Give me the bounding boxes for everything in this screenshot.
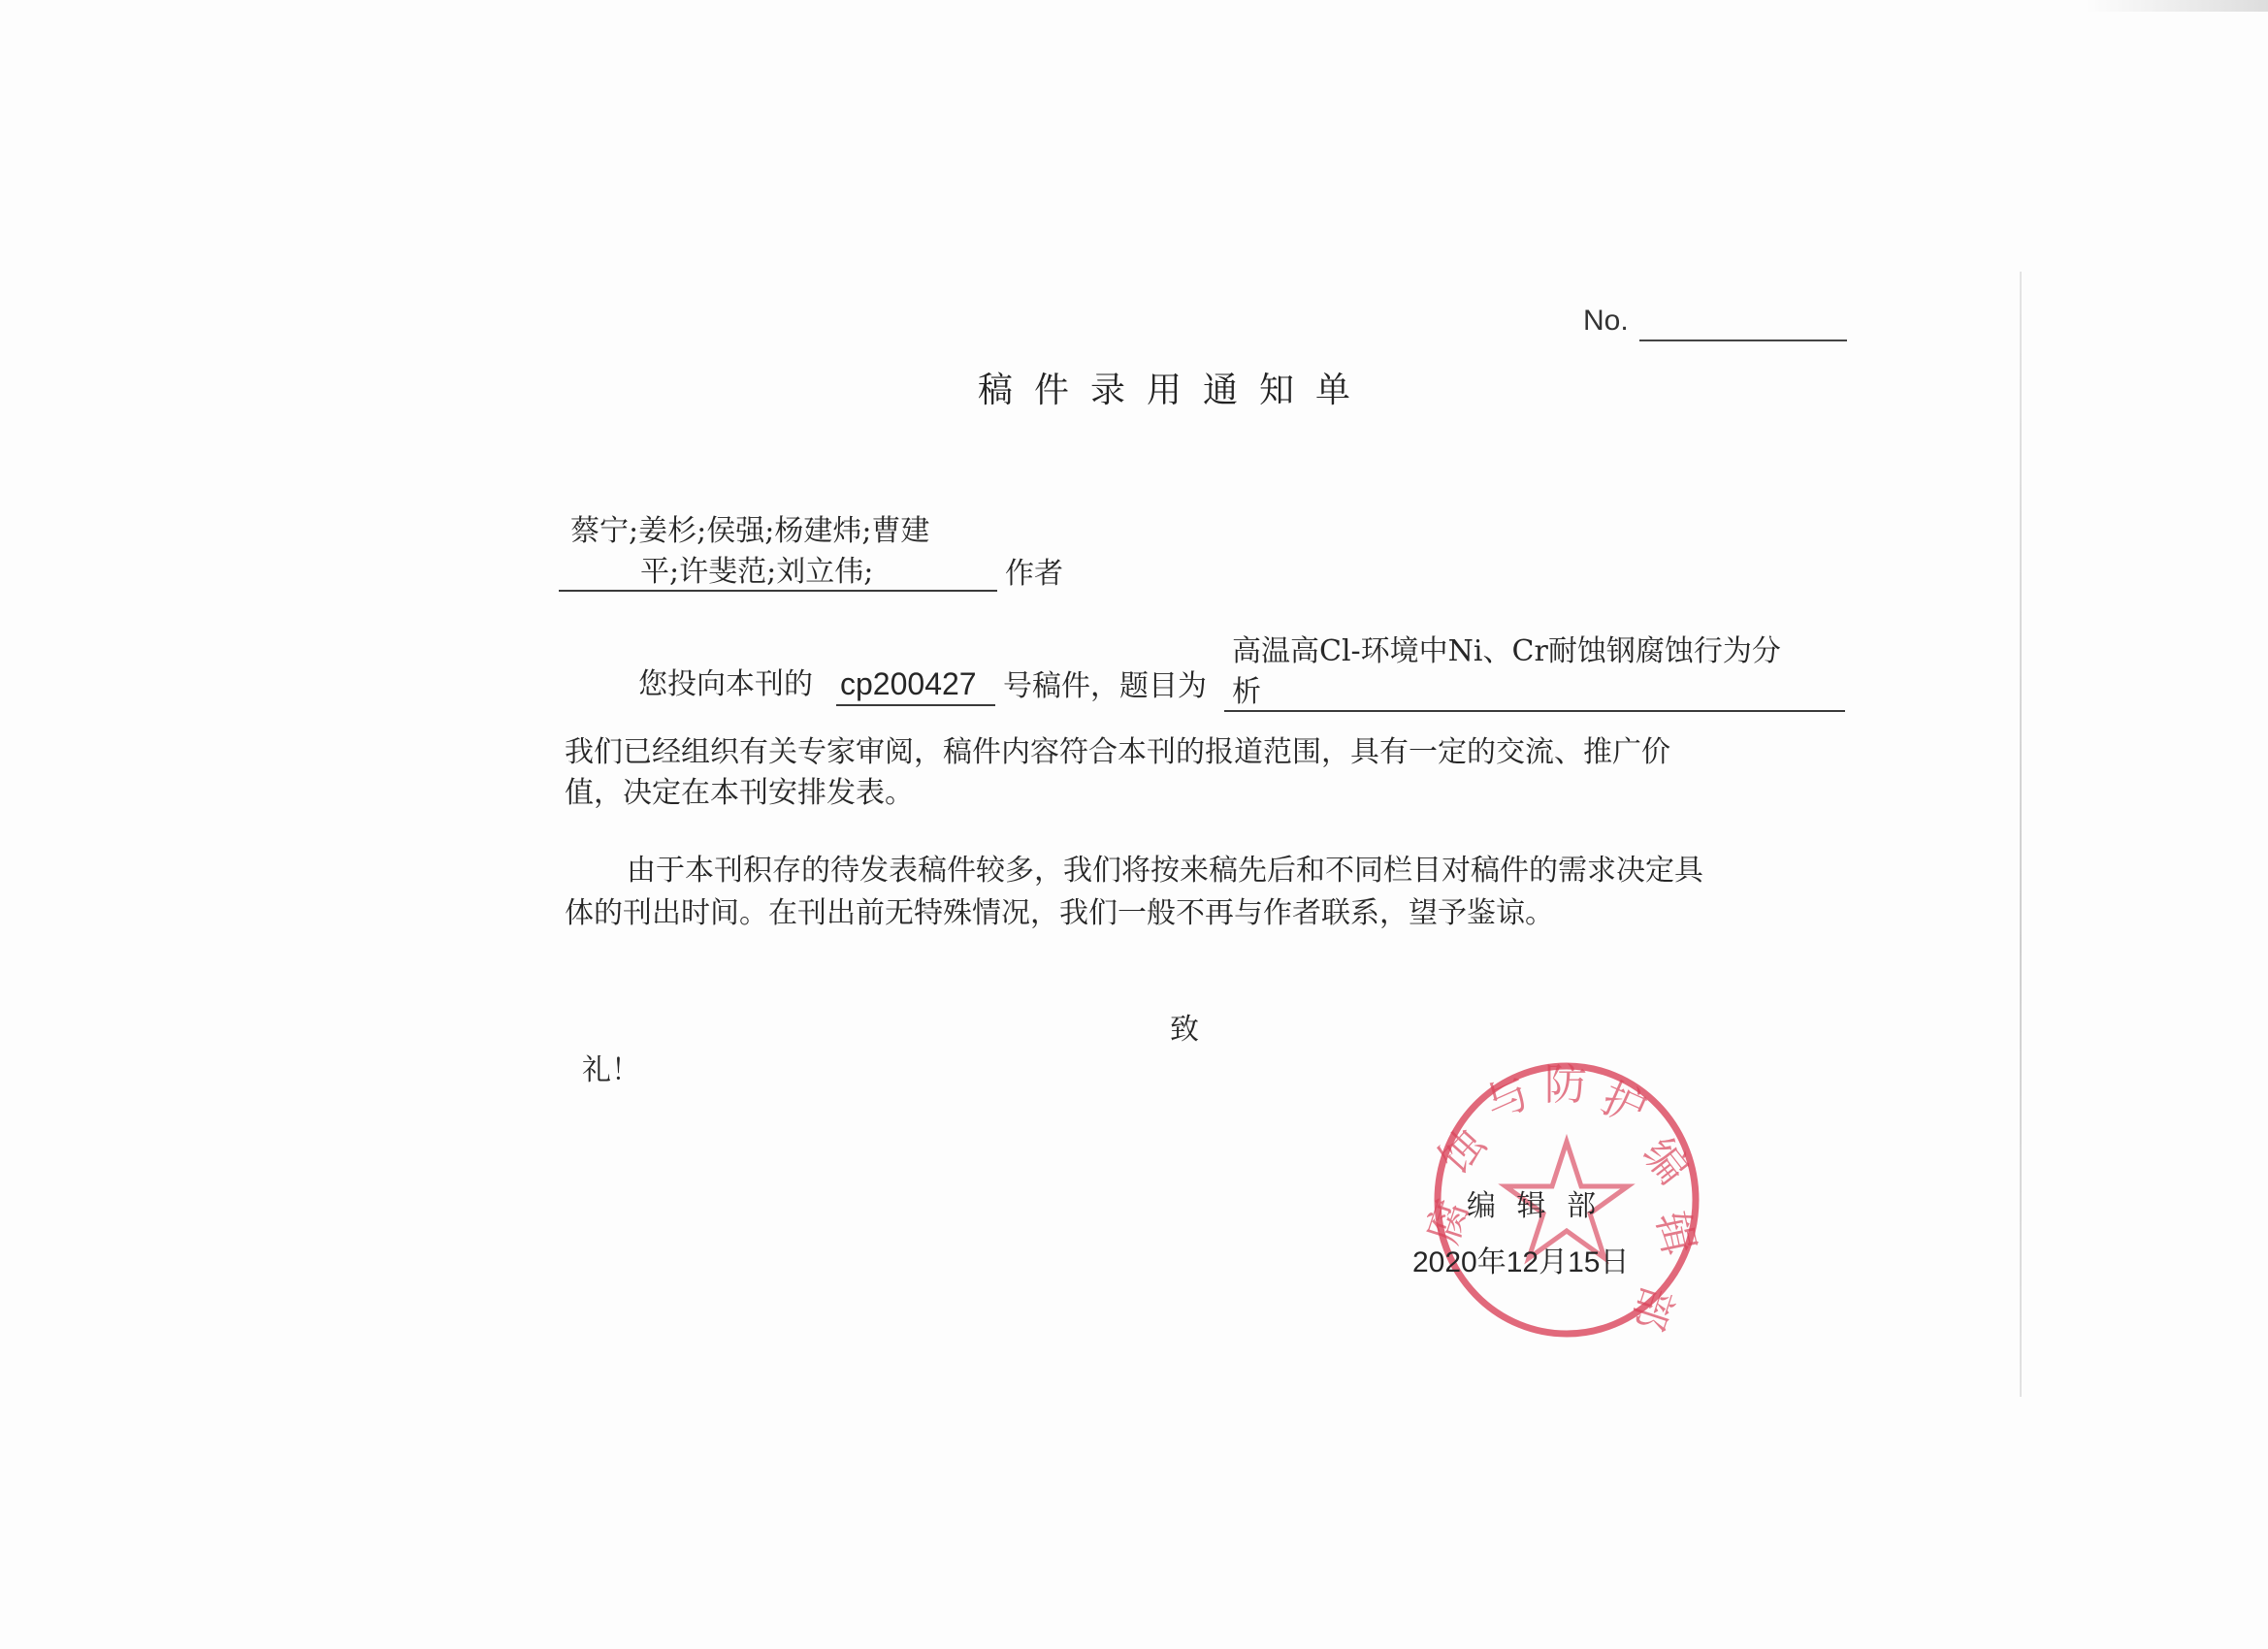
number-label: No. xyxy=(1583,305,1629,337)
issue-date: 2020年12月15日 xyxy=(1412,1246,1630,1278)
paragraph-2-line-2: 体的刊出时间。在刊出前无特殊情况，我们一般不再与作者联系，望予鉴谅。 xyxy=(565,896,1554,930)
authors-line-2: 平;许斐范;刘立伟; xyxy=(640,555,874,589)
paper-title-line-2: 析 xyxy=(1232,675,1261,709)
paragraph-1-line-2: 值，决定在本刊安排发表。 xyxy=(565,776,914,810)
svg-text:辑: 辑 xyxy=(1646,1207,1704,1260)
paragraph-2-line-1: 由于本刊积存的待发表稿件较多，我们将按来稿先后和不同栏目对稿件的需求决定具 xyxy=(627,854,1703,888)
closing-zhi: 致 xyxy=(1170,1013,1199,1047)
svg-text:护: 护 xyxy=(1594,1073,1654,1136)
authors-suffix: 作者 xyxy=(1005,557,1063,591)
editorial-dept: 编 辑 部 xyxy=(1467,1189,1603,1223)
authors-underline xyxy=(559,590,997,592)
svg-text:蚀: 蚀 xyxy=(1430,1118,1496,1184)
paper-title-line-1: 高温高Cl-环境中Ni、Cr耐蚀钢腐蚀行为分 xyxy=(1232,634,1781,668)
svg-text:编: 编 xyxy=(1633,1129,1699,1194)
authors-line-1: 蔡宁;姜杉;侯强;杨建炜;曹建 xyxy=(570,514,930,548)
paper-title-underline xyxy=(1224,710,1845,712)
submission-middle: 号稿件，题目为 xyxy=(1003,669,1207,703)
submission-prefix: 您投向本刊的 xyxy=(638,667,813,701)
svg-text:防: 防 xyxy=(1544,1060,1587,1110)
paragraph-1-line-1: 我们已经组织有关专家审阅，稿件内容符合本刊的报道范围，具有一定的交流、推广价 xyxy=(565,735,1670,769)
number-underline xyxy=(1639,340,1847,341)
manuscript-id-underline xyxy=(836,704,995,706)
scan-edge-top xyxy=(2086,0,2268,12)
page-title: 稿件录用通知单 xyxy=(978,371,1373,410)
svg-text:部: 部 xyxy=(1621,1279,1683,1337)
svg-text:与: 与 xyxy=(1477,1067,1538,1131)
scan-edge-right xyxy=(2020,272,2022,1397)
manuscript-id: cp200427 xyxy=(840,666,977,701)
closing-li: 礼！ xyxy=(582,1053,640,1087)
svg-text:腐: 腐 xyxy=(1417,1193,1479,1250)
